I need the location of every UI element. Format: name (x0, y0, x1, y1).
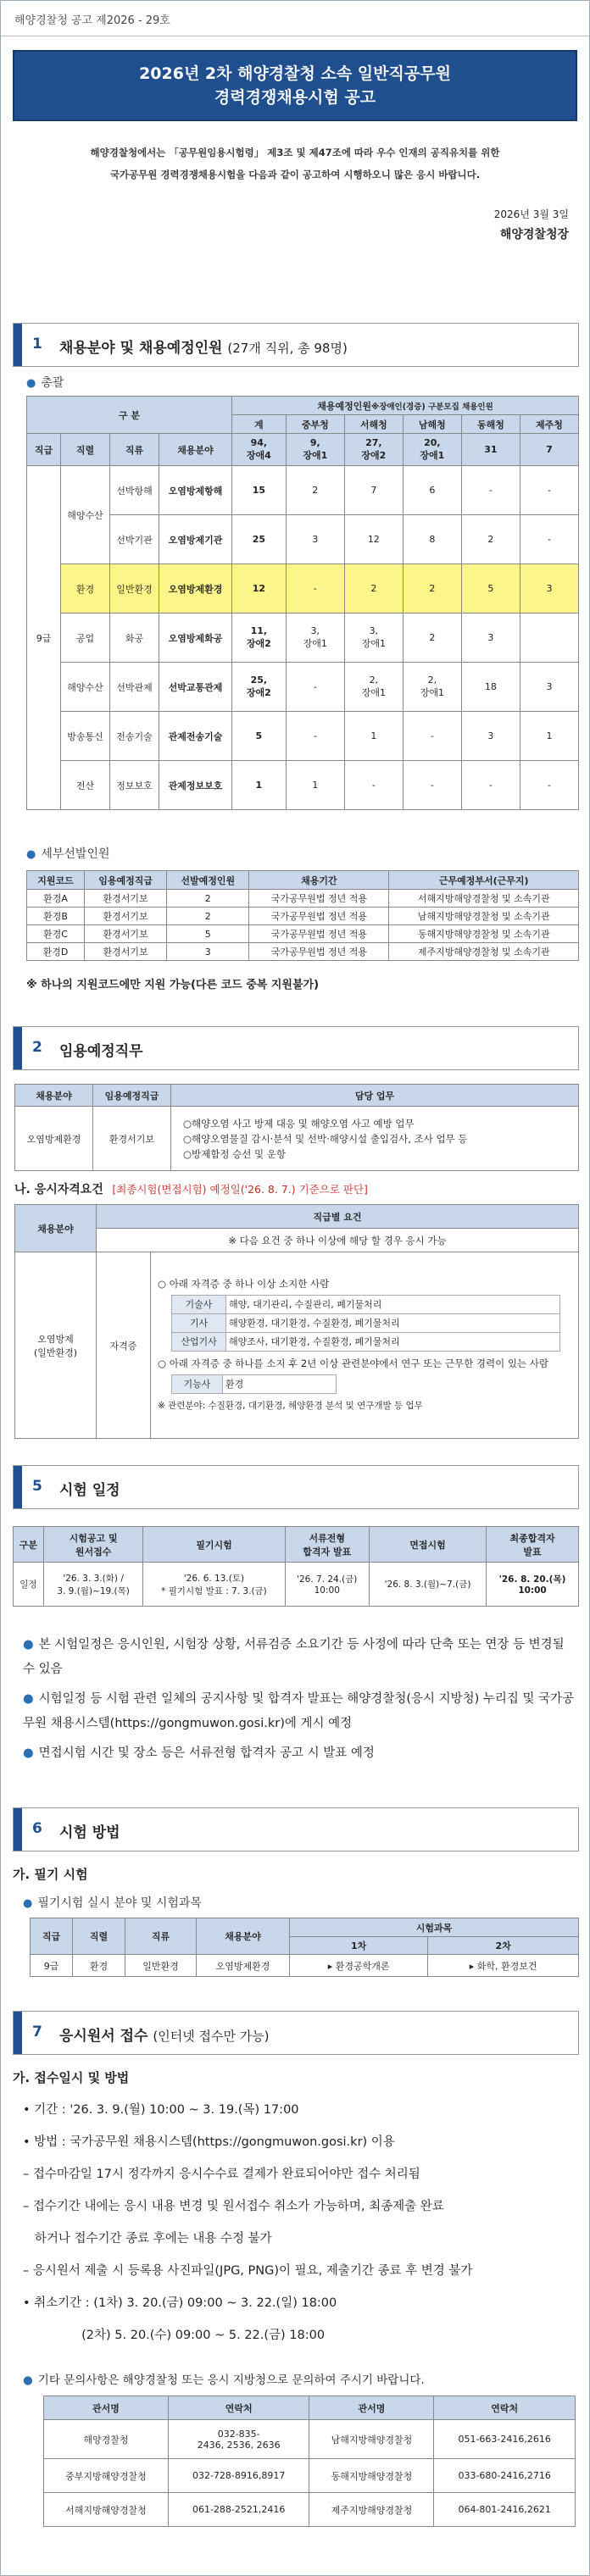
value-cell: 1 (232, 761, 287, 810)
table-row (27, 466, 579, 515)
grade-cell: 9급 (27, 466, 61, 810)
kind-cell: 선박관제 (110, 663, 159, 712)
section-subtitle: (인터넷 접수만 가능) (153, 2029, 270, 2044)
exam-cell: 9급 (31, 1955, 73, 1977)
qual-title: 나. 응시자격요건 (14, 1183, 103, 1196)
written-exam-label-text: 필기시험 실시 분야 및 시험과목 (37, 1896, 202, 1910)
table-row (27, 908, 579, 925)
schedule-cell: '26. 3. 3.(화) / 3. 9.(월)~19.(목) (43, 1563, 142, 1607)
qual-kind: 자격증 (97, 1252, 151, 1439)
exam-cell: 일반환경 (125, 1955, 197, 1977)
cert-value: 해양, 대기관리, 수질관리, 폐기물처리 (226, 1296, 560, 1314)
contact-table (43, 2396, 576, 2527)
value-cell: 1 (520, 712, 578, 761)
schedule-header: 필기시험 (143, 1527, 285, 1563)
detail-cell: 환경서기보 (84, 925, 166, 943)
plan-col-header: 남해청 (403, 415, 461, 434)
detail-table (26, 870, 579, 961)
detail-cell: 환경서기보 (84, 943, 166, 961)
total-cell: 20, 장애1 (403, 434, 461, 466)
value-cell: 3, 장애1 (344, 613, 403, 663)
exam-cell: ▸ 환경공학개론 (290, 1955, 428, 1977)
value-cell: 2, 장애1 (344, 663, 403, 712)
application-line: • 취소기간 : (1차) 3. 20.(금) 09:00 ~ 3. 22.(일) 18:00 (23, 2296, 337, 2310)
value-cell: 25, 장애2 (232, 663, 287, 712)
schedule-cell: '26. 8. 3.(월)~7.(금) (369, 1563, 486, 1607)
written-exam-heading: 가. 필기 시험 (13, 1867, 88, 1882)
schedule-bullets (23, 1633, 579, 1771)
contact-header: 관서명 (309, 2396, 434, 2420)
date-block (21, 204, 569, 245)
value-cell: 5 (461, 564, 520, 613)
schedule-bullet (23, 1741, 579, 1766)
plan-note: ※장애인(경증) 구분모집 채용인원 (370, 402, 493, 412)
exam-cell: 환경 (73, 1955, 125, 1977)
value-cell: 3, 장애1 (286, 613, 344, 663)
h-kind: 직류 (125, 1918, 197, 1955)
application-line: – 접수마감일 17시 정각까지 응시수수료 결제가 완료되어야만 접수 처리됨 (23, 2168, 420, 2181)
related-field-note: ※ 관련분야: 수질환경, 대기환경, 해양환경 분석 및 연구개발 등 업무 (158, 1401, 423, 1411)
plan-col-header: 서해청 (344, 415, 403, 434)
detail-cell: 국가공무원법 정년 적용 (249, 908, 389, 925)
detail-header: 근무예정부서(근무지) (389, 871, 579, 890)
value-cell: 8 (403, 515, 461, 564)
value-cell: - (520, 761, 578, 810)
section-number: 2 (32, 1039, 42, 1056)
duty-item: ○해양오염 사고 방제 대응 및 해양오염 사고 예방 업무 (183, 1117, 415, 1130)
bullet-icon: ● (23, 1897, 33, 1910)
field-cell: 오염방제기관 (159, 515, 232, 564)
col-header-gubun: 구 분 (27, 397, 232, 434)
plan-label: 채용예정인원 (317, 400, 371, 412)
series-cell: 전산 (61, 761, 110, 810)
plan-col-header: 계 (232, 415, 287, 434)
value-cell: - (403, 712, 461, 761)
notice-date: 2026년 3월 3일 (493, 208, 569, 220)
contact-cell: 중부지방해양경찰청 (44, 2459, 169, 2493)
schedule-cell: '26. 6. 13.(토) * 필기시험 발표 : 7. 3.(금) (143, 1563, 285, 1607)
detail-cell: 5 (167, 925, 249, 943)
schedule-cell: 일정 (14, 1563, 44, 1607)
value-cell (520, 613, 578, 663)
duty-list (171, 1107, 579, 1171)
page-title (13, 50, 577, 121)
kind-cell: 선박항해 (110, 466, 159, 515)
section-bar (14, 1466, 22, 1508)
detail-cell: 환경C (27, 925, 85, 943)
overview-label-text: 총괄 (41, 376, 64, 390)
detail-header: 채용기간 (249, 871, 389, 890)
value-cell: 7 (344, 466, 403, 515)
intro-text (25, 142, 565, 186)
sub-col-header: 직급 (27, 434, 61, 466)
contact-header: 관서명 (44, 2396, 169, 2420)
contact-cell: 동해지방해양경찰청 (309, 2459, 434, 2493)
section-5-header (13, 1465, 579, 1509)
exam-cell: ▸ 화학, 환경보건 (428, 1955, 579, 1977)
value-cell: 25 (232, 515, 287, 564)
value-cell: 2 (344, 564, 403, 613)
detail-note: ※ 하나의 지원코드에만 지원 가능(다른 코드 중복 지원불가) (26, 979, 320, 991)
contact-cell: 제주지방해양경찰청 (309, 2493, 434, 2527)
plan-col-header: 중부청 (286, 415, 344, 434)
application-heading: 가. 접수일시 및 방법 (13, 2070, 130, 2085)
schedule-header: 최종합격자 발표 (487, 1527, 579, 1563)
schedule-bullet-text: 면접시험 시간 및 장소 등은 서류전형 합격자 공고 시 발표 예정 (38, 1746, 375, 1760)
exam-subject-table (30, 1918, 579, 1977)
qual-note: [최종시험(면접시험) 예정일('26. 8. 7.) 기준으로 판단] (112, 1183, 368, 1196)
contact-header: 연락처 (168, 2396, 309, 2420)
table-row (27, 613, 579, 663)
series-cell: 해양수산 (61, 466, 110, 564)
detail-cell: 동해지방해양경찰청 및 소속기관 (389, 925, 579, 943)
cert-value: 환경 (223, 1375, 337, 1394)
duty-grade: 환경서기보 (93, 1107, 171, 1171)
application-line: (2차) 5. 20.(수) 09:00 ~ 5. 22.(금) 18:00 (23, 2329, 326, 2342)
qual-common: ※ 다음 요건 중 하나 이상에 해당 할 경우 응시 가능 (97, 1229, 579, 1252)
qualification-heading (14, 1180, 368, 1197)
field-cell: 오염방제환경 (159, 564, 232, 613)
intro-line1: 해양경찰청에서는 「공무원임용시험령」 제3조 및 제47조에 따라 우수 인재의 공직유치를 위한 (90, 147, 500, 158)
qual-header-field: 채용분야 (15, 1205, 97, 1252)
section-title: 시험 일정 (59, 1482, 120, 1499)
sub-col-header: 직류 (110, 434, 159, 466)
table-row (44, 2459, 576, 2493)
total-cell: 7 (520, 434, 578, 466)
detail-label-text: 세부선발인원 (41, 847, 110, 861)
issuing-org: 해양경찰청장 (499, 228, 569, 242)
cert-value: 해양조사, 대기환경, 수질환경, 폐기물처리 (226, 1333, 560, 1352)
section-title: 시험 방법 (59, 1824, 120, 1841)
contact-cell: 해양경찰청 (44, 2420, 169, 2459)
section-number: 5 (32, 1478, 42, 1495)
contact-header: 연락처 (434, 2396, 576, 2420)
contact-cell: 남해지방해양경찰청 (309, 2420, 434, 2459)
total-cell: 94, 장애4 (232, 434, 287, 466)
duty-header: 임용예정직급 (93, 1085, 171, 1107)
table-row (27, 564, 579, 613)
detail-cell: 환경서기보 (84, 908, 166, 925)
bullet-icon: ● (23, 1692, 34, 1706)
cert-row (172, 1296, 560, 1314)
value-cell: 2 (461, 515, 520, 564)
total-cell: 31 (461, 434, 520, 466)
cert-kind: 산업기사 (172, 1333, 226, 1352)
value-cell: - (403, 761, 461, 810)
contact-note-text: 기타 문의사항은 해양경찰청 또는 응시 지방청으로 문의하여 주시기 바랍니다. (37, 2373, 425, 2387)
section-number: 6 (32, 1820, 42, 1837)
value-cell: 3 (520, 564, 578, 613)
title-line2: 경력경쟁채용시험 공고 (214, 88, 376, 107)
section-7-header (13, 2011, 579, 2055)
section-bar (14, 1027, 22, 1069)
detail-cell: 서해지방해양경찰청 및 소속기관 (389, 890, 579, 908)
schedule-cell: '26. 8. 20.(목) 10:00 (487, 1563, 579, 1607)
application-line: – 응시원서 제출 시 등록용 사진파일(JPG, PNG)이 필요, 제출기간 종료 후 변경 불가 (23, 2264, 473, 2278)
bullet-icon: ● (23, 2373, 33, 2387)
detail-cell: 환경D (27, 943, 85, 961)
detail-cell: 환경B (27, 908, 85, 925)
duty-field: 오염방제환경 (15, 1107, 93, 1171)
title-line1: 2026년 2차 해양경찰청 소속 일반직공무원 (139, 64, 451, 83)
schedule-bullet-text: 본 시험일정은 응시인원, 시험장 상황, 서류검증 소요기간 등 사정에 따라 단축 또는 연장 등 변경될 수 있음 (23, 1638, 565, 1676)
schedule-bullet (23, 1687, 579, 1736)
schedule-header: 서류전형 합격자 발표 (285, 1527, 369, 1563)
table-row (27, 663, 579, 712)
bullet-icon: ● (23, 1638, 34, 1652)
value-cell: - (286, 663, 344, 712)
h-first: 1차 (290, 1937, 428, 1955)
table-row (44, 2420, 576, 2459)
h-series: 직렬 (73, 1918, 125, 1955)
section-title: 임용예정직무 (59, 1043, 143, 1060)
detail-cell: 국가공무원법 정년 적용 (249, 943, 389, 961)
field-cell: 관제전송기술 (159, 712, 232, 761)
h-field: 채용분야 (197, 1918, 290, 1955)
section-6-header (13, 1807, 579, 1852)
value-cell: 1 (344, 712, 403, 761)
section-bar (14, 324, 22, 366)
contact-cell: 064-801-2416,2621 (434, 2493, 576, 2527)
notice-number: 해양경찰청 공고 제2026 - 29호 (1, 1, 589, 36)
duty-item: ○방제함정 승선 및 운항 (183, 1147, 286, 1160)
h-second: 2차 (428, 1937, 579, 1955)
value-cell: 2 (403, 564, 461, 613)
application-line: 하거나 접수기간 종료 후에는 내용 수정 불가 (23, 2232, 272, 2246)
exam-cell: 오염방제환경 (197, 1955, 290, 1977)
overview-table (26, 396, 579, 810)
duty-header: 채용분야 (15, 1085, 93, 1107)
detail-cell: 환경서기보 (84, 890, 166, 908)
cert-kind: 기술사 (172, 1296, 226, 1314)
value-cell: 11, 장애2 (232, 613, 287, 663)
cert-row (172, 1333, 560, 1352)
value-cell: 18 (461, 663, 520, 712)
contact-cell: 032-835- 2436, 2536, 2636 (168, 2420, 309, 2459)
value-cell: 3 (461, 712, 520, 761)
detail-cell: 국가공무원법 정년 적용 (249, 890, 389, 908)
intro-line2: 국가공무원 경력경쟁채용시험을 다음과 같이 공고하여 시행하오니 많은 응시 바랍니다. (109, 169, 481, 180)
cert-row (172, 1314, 560, 1333)
contact-cell: 033-680-2416,2716 (434, 2459, 576, 2493)
detail-cell: 국가공무원법 정년 적용 (249, 925, 389, 943)
contact-cell: 서해지방해양경찰청 (44, 2493, 169, 2527)
application-line: • 방법 : 국가공무원 채용시스템(https://gongmuwon.gosi.kr) 이용 (23, 2135, 395, 2149)
detail-header: 지원코드 (27, 871, 85, 890)
section-2-header (13, 1026, 579, 1070)
h-grade: 직급 (31, 1918, 73, 1955)
detail-cell: 2 (167, 890, 249, 908)
qual-header-req: 직급별 요건 (97, 1205, 579, 1229)
kind-cell: 일반환경 (110, 564, 159, 613)
table-row (44, 2493, 576, 2527)
total-cell: 9, 장애1 (286, 434, 344, 466)
section-title (59, 2024, 270, 2045)
section-1-header (13, 323, 579, 367)
duty-table (14, 1084, 579, 1171)
qual-option-1: ○ 아래 자격증 중 하나 이상 소지한 사람 (158, 1278, 330, 1290)
schedule-bullet (23, 1633, 579, 1682)
total-cell: 27, 장애2 (344, 434, 403, 466)
value-cell: 15 (232, 466, 287, 515)
value-cell: - (461, 466, 520, 515)
field-cell: 오염방제화공 (159, 613, 232, 663)
bullet-icon: ● (23, 1746, 34, 1760)
value-cell: 3 (286, 515, 344, 564)
contact-note (23, 2370, 582, 2387)
table-row (27, 712, 579, 761)
section-title (59, 336, 348, 357)
cert-kind: 기능사 (172, 1375, 223, 1394)
value-cell: 6 (403, 466, 461, 515)
contact-cell: 061-288-2521,2416 (168, 2493, 309, 2527)
contact-cell: 032-728-8916,8917 (168, 2459, 309, 2493)
detail-cell: 남해지방해양경찰청 및 소속기관 (389, 908, 579, 925)
duty-header: 담당 업무 (171, 1085, 579, 1107)
detail-cell: 환경A (27, 890, 85, 908)
value-cell: 2 (403, 613, 461, 663)
written-exam-label (23, 1894, 202, 1911)
cert-kind: 기사 (172, 1314, 226, 1333)
kind-cell: 정보보호 (110, 761, 159, 810)
table-row (27, 890, 579, 908)
kind-cell: 전송기술 (110, 712, 159, 761)
bullet-icon: ● (26, 848, 36, 861)
schedule-header: 시험공고 및 원서접수 (43, 1527, 142, 1563)
cert-value: 해양환경, 대기환경, 수질환경, 폐기물처리 (226, 1314, 560, 1333)
value-cell: 5 (232, 712, 287, 761)
table-row (27, 515, 579, 564)
schedule-header: 구분 (14, 1527, 44, 1563)
series-cell: 해양수산 (61, 663, 110, 712)
application-line: – 접수기간 내에는 응시 내용 변경 및 원서접수 취소가 가능하며, 최종제출 완료 (23, 2200, 444, 2213)
detail-cell: 3 (167, 943, 249, 961)
detail-cell: 2 (167, 908, 249, 925)
contact-cell: 051-663-2416,2616 (434, 2420, 576, 2459)
table-row (27, 761, 579, 810)
schedule-header: 면접시험 (369, 1527, 486, 1563)
h-subjects: 시험과목 (290, 1918, 579, 1937)
kind-cell: 선박기관 (110, 515, 159, 564)
section-number: 7 (32, 2024, 42, 2040)
table-row (27, 925, 579, 943)
field-cell: 오염방제항해 (159, 466, 232, 515)
value-cell: - (286, 564, 344, 613)
field-cell: 관제정보보호 (159, 761, 232, 810)
detail-header: 임용예정직급 (84, 871, 166, 890)
bullet-icon: ● (26, 377, 36, 390)
field-cell: 선박교통관제 (159, 663, 232, 712)
schedule-table (13, 1526, 579, 1607)
qual-field: 오염방제 (일반환경) (15, 1252, 97, 1439)
series-cell: 환경 (61, 564, 110, 613)
value-cell: 12 (232, 564, 287, 613)
section-bar (14, 1808, 22, 1851)
kind-cell: 화공 (110, 613, 159, 663)
section-number: 1 (32, 336, 42, 353)
value-cell: 2, 장애1 (403, 663, 461, 712)
duty-item: ○해양오염물질 감시·분석 및 선박·해양시설 출입검사, 조사 업무 등 (183, 1132, 468, 1145)
series-cell: 공업 (61, 613, 110, 663)
section-subtitle: (27개 직위, 총 98명) (227, 341, 348, 356)
plan-col-header: 제주청 (520, 415, 578, 434)
value-cell: - (286, 712, 344, 761)
detail-cell: 제주지방해양경찰청 및 소속기관 (389, 943, 579, 961)
series-cell: 방송통신 (61, 712, 110, 761)
plan-col-header: 동해청 (461, 415, 520, 434)
value-cell: 12 (344, 515, 403, 564)
detail-header: 선발예정인원 (167, 871, 249, 890)
schedule-bullet-text: 시험일정 등 시험 관련 일체의 공지사항 및 합격자 발표는 해양경찰청(응시 지방청) 누리집 및 국가공무원 채용시스템(https://gongmuwon.gosi.kr)에 게시 예정 (23, 1692, 575, 1730)
sub-col-header: 채용분야 (159, 434, 232, 466)
qual-options (151, 1252, 579, 1439)
value-cell: 2 (286, 466, 344, 515)
value-cell: - (344, 761, 403, 810)
application-details (23, 2094, 582, 2351)
value-cell: 3 (461, 613, 520, 663)
detail-label (26, 845, 110, 862)
col-header-plan (232, 397, 579, 415)
value-cell: - (520, 515, 578, 564)
section-bar (14, 2012, 22, 2054)
schedule-cell: '26. 7. 24.(금) 10:00 (285, 1563, 369, 1607)
section-title-text: 응시원서 접수 (59, 2028, 148, 2045)
value-cell: 3 (520, 663, 578, 712)
sub-col-header: 직렬 (61, 434, 110, 466)
qual-option-2: ○ 아래 자격증 중 하나를 소지 후 2년 이상 관련분야에서 연구 또는 근무한 경력이 있는 사람 (158, 1357, 548, 1369)
value-cell: 1 (286, 761, 344, 810)
value-cell: - (461, 761, 520, 810)
table-row (27, 943, 579, 961)
overview-label (26, 374, 64, 391)
qualification-table (14, 1204, 579, 1439)
section-title-text: 채용분야 및 채용예정인원 (59, 340, 223, 357)
value-cell: - (520, 466, 578, 515)
application-line: • 기간 : '26. 3. 9.(월) 10:00 ~ 3. 19.(목) 17:00 (23, 2103, 299, 2117)
